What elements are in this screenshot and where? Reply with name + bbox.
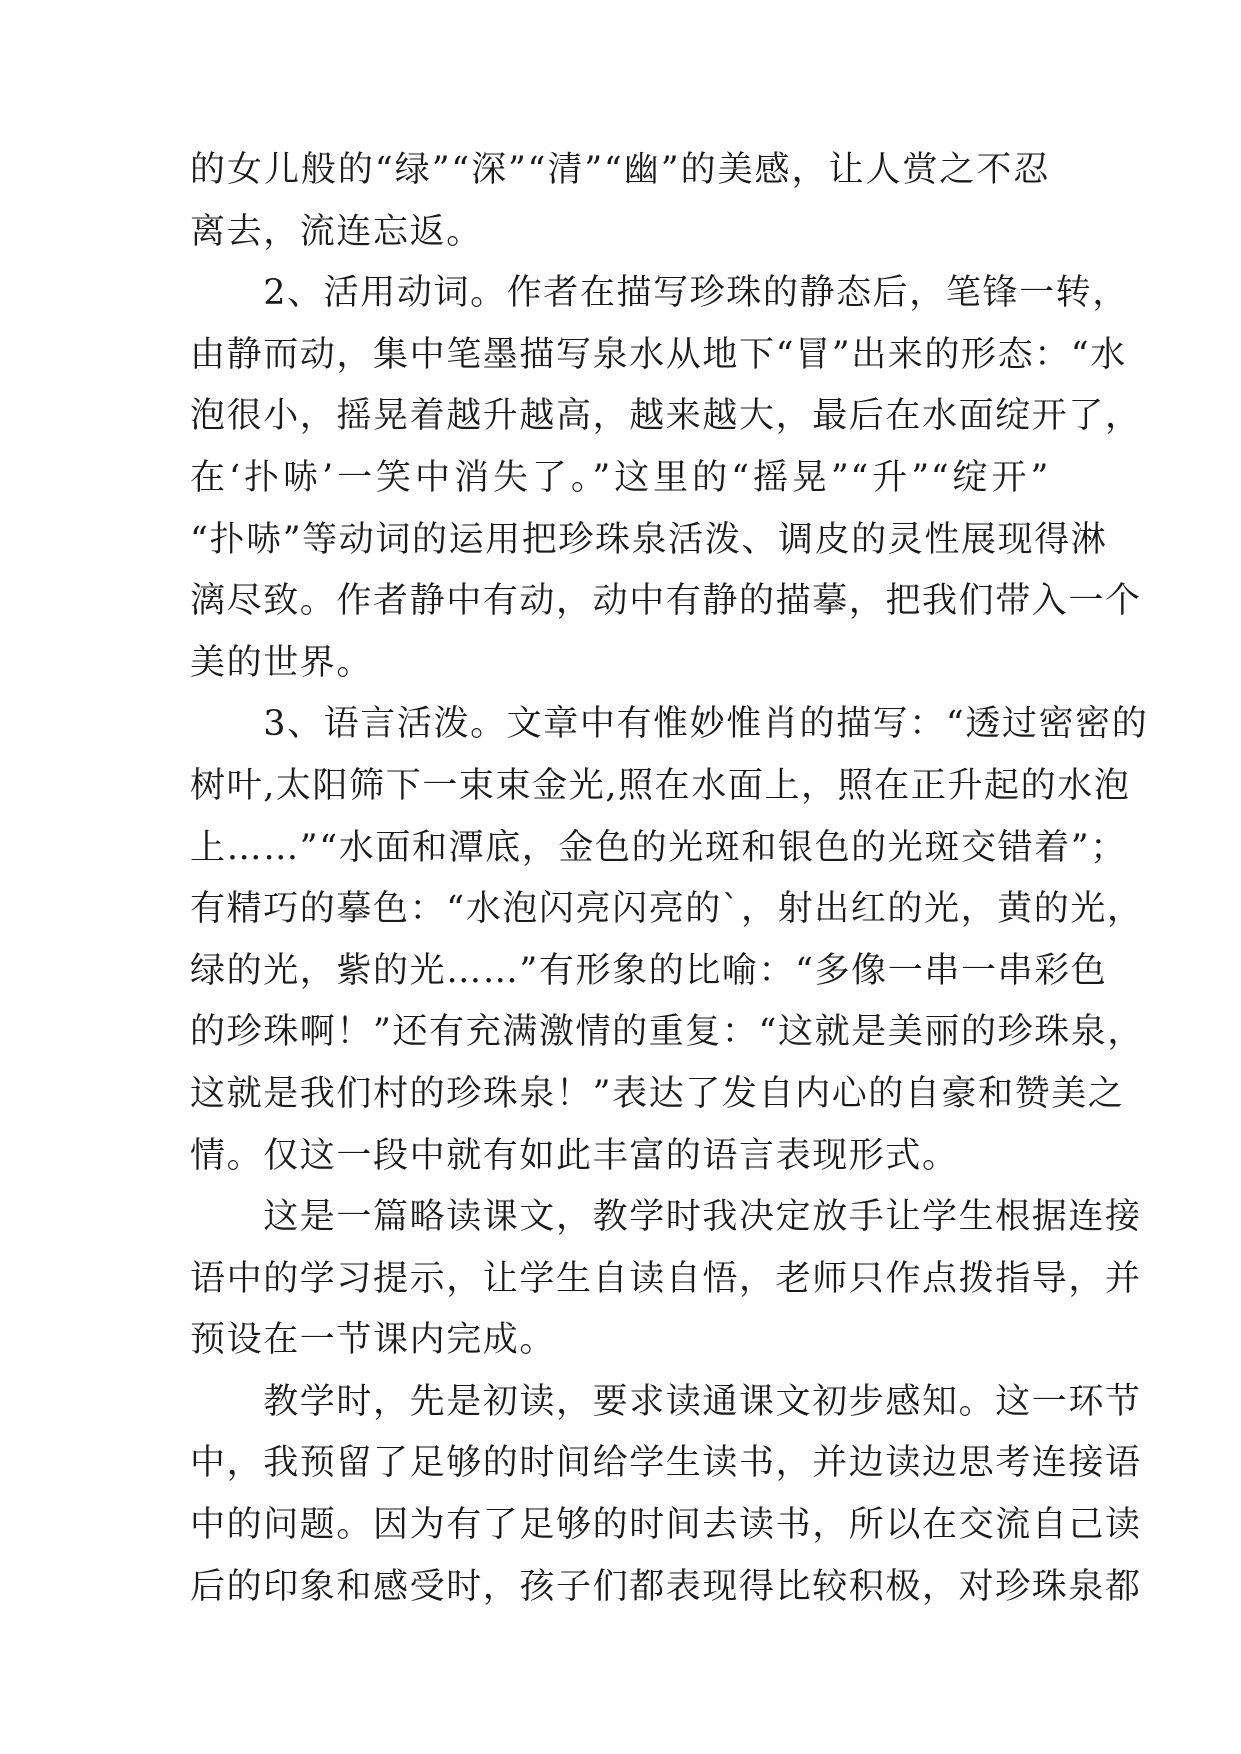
text-line: 在‘扑哧’一笑中消失了。”这里的“摇晃”“升”“绽开” (190, 457, 1050, 498)
text-line: 绿的光，紫的光……”有形象的比喻：“多像一串一串彩色 (190, 950, 1108, 991)
text-line: 的珍珠啊！”还有充满激情的重复：“这就是美丽的珍珠泉， (190, 1012, 1144, 1053)
text-line: 3、语言活泼。文章中有惟妙惟肖的描写：“透过密密的 (190, 704, 1149, 745)
text-line: 2、活用动词。作者在描写珍珠的静态后，笔锋一转， (190, 273, 1129, 314)
text-line: 漓尽致。作者静中有动，动中有静的描摹，把我们带入一个 (190, 581, 1142, 622)
text-line: 树叶,太阳筛下一束束金光,照在水面上，照在正升起的水泡 (190, 765, 1131, 806)
text-line: 由静而动，集中笔墨描写泉水从地下“冒”出来的形态：“水 (190, 334, 1127, 375)
text-line: 中的问题。因为有了足够的时间去读书，所以在交流自己读 (190, 1505, 1142, 1546)
text-line: 有精巧的摹色：“水泡闪亮闪亮的`，射出红的光，黄的光， (190, 889, 1144, 930)
text-line: 中，我预留了足够的时间给学生读书，并边读边思考连接语 (190, 1443, 1142, 1484)
text-line: 的女儿般的“绿”“深”“清”“幽”的美感，让人赏之不忍 (190, 150, 1050, 190)
text-line: 预设在一节课内完成。 (190, 1320, 557, 1361)
text-line: 美的世界。 (190, 642, 374, 683)
text-line: 上……”“水面和潭底，金色的光斑和银色的光斑交错着”； (190, 827, 1127, 868)
text-line: 语中的学习提示，让学生自读自悟，老师只作点拨指导，并 (190, 1258, 1142, 1299)
text-line: 泡很小，摇晃着越升越高，越来越大，最后在水面绽开了， (190, 396, 1142, 437)
text-line: 教学时，先是初读，要求读通课文初步感知。这一环节 (190, 1381, 1142, 1422)
text-line: 情。仅这一段中就有如此丰富的语言表现形式。 (190, 1135, 959, 1176)
text-line: 离去，流连忘返。 (190, 211, 483, 252)
document-body (190, 140, 1149, 1618)
text-line: 这是一篇略读课文，教学时我决定放手让学生根据连接 (190, 1197, 1142, 1238)
text-line: “扑哧”等动词的运用把珍珠泉活泼、调皮的灵性展现得淋 (190, 519, 1108, 560)
text-line: 这就是我们村的珍珠泉！”表达了发自内心的自豪和赞美之 (190, 1073, 1125, 1114)
text-line: 后的印象和感受时，孩子们都表现得比较积极，对珍珠泉都 (190, 1566, 1142, 1607)
